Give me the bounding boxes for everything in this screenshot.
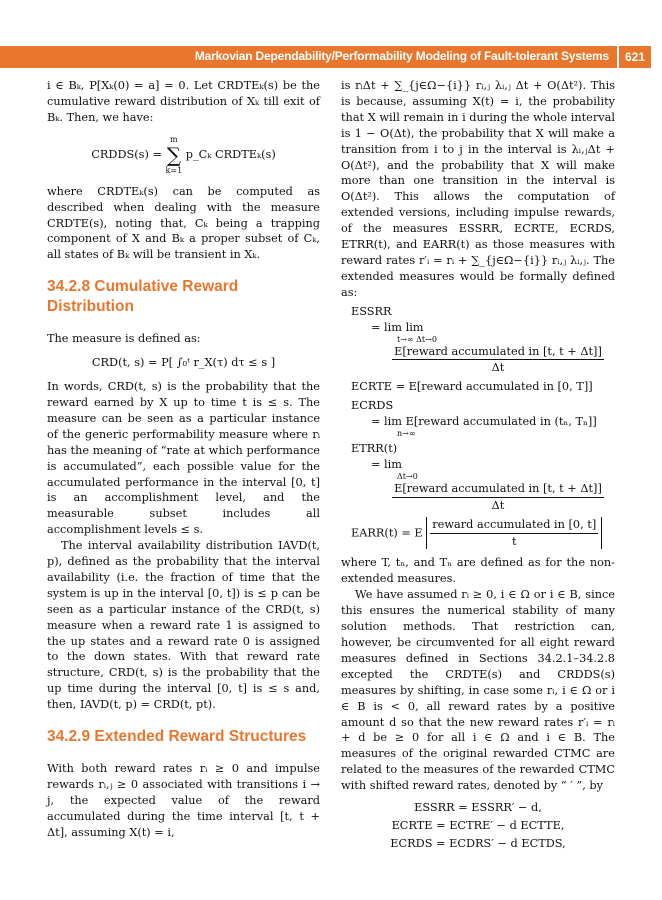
paragraph: The interval availability distribution IAVD(t, p), defined as the probability that the interval availability (i.e. the fraction of time that the system is up in the interval [0, t]) is ≤ p can be seen as a particular instance of the CRD(t, s) measure when a reward rate 1 is assigned to the up states and a reward rate 0 is assigned to the down states. With that reward rate structure, CRD(t, s) is the probability that the up time during the interval [0, t] is ≤ s and, then, IAVD(t, p) = CRD(t, pt).	[47, 539, 320, 712]
measure-earr: EARR(t) = E $\frac{\text{reward accumulated in [0, t]}}{t}$	[341, 517, 615, 550]
running-header-bar	[0, 46, 617, 68]
section-heading-34-2-8: 34.2.8 Cumulative Reward Distribution	[47, 278, 239, 316]
section-heading-34-2-9: 34.2.9 Extended Reward Structures	[47, 728, 307, 746]
paragraph: where T, tₙ, and Tₙ are defined as for the non-extended measures.	[341, 556, 615, 586]
paragraph: where CRDTEₖ(s) can be computed as described when dealing with the measure CRDTE(s), noting that, Cₖ being a trapping component of X and Bₖ a proper subset of Cₖ, all states of Bₖ will be transient in Xₖ.	[47, 184, 320, 262]
measure-essrr: ESSRR = lim lim t→∞ Δt→0 $\frac{\text{E[reward accumulated in [t, t + Δt]]}}{\Delta t}$	[351, 304, 602, 375]
paragraph: With both reward rates rᵢ ≥ 0 and impulse rewards rᵢ,ⱼ ≥ 0 associated with transitions i → j, the expected value of the reward accumulated during the time interval [t, t + Δt], assuming X(t) = i,	[47, 762, 320, 839]
equation-essrr: ESSRR = ESSRR′ − d,	[414, 801, 542, 815]
fraction: $\frac{\text{E[reward accumulated in [t, t + Δt]]}}{\Delta t}$	[394, 344, 602, 375]
running-title: Markovian Dependability/Performability Modeling of Fault-tolerant Systems	[194, 49, 609, 63]
fraction: $\frac{\text{E[reward accumulated in [t, t + Δt]]}}{\Delta t}$	[394, 481, 602, 512]
equation-crd: CRD(t, s) = P[ ∫₀ᵗ r_X(τ) dτ ≤ s ]	[91, 356, 276, 370]
paragraph: The measure is defined as:	[47, 332, 201, 346]
fraction: $\frac{\text{reward accumulated in [0, t]}}{t}$	[432, 517, 597, 548]
left-column	[47, 78, 320, 841]
bracket	[426, 517, 602, 550]
equation-crdds: CRDDS(s) = m ∑ k=1 p_Cₖ CRDTEₖ(s)	[91, 134, 276, 175]
right-column	[341, 78, 615, 854]
measure-ecrds: ECRDS = lim E[reward accumulated in (tₙ, Tₙ]] n→∞	[351, 399, 597, 439]
paragraph: In words, CRD(t, s) is the probability that the reward earned by X up to time t is ≤ s. The measure can be seen as a particular instance of the generic performability measure where rᵢ has the meaning of “rate at which performance is accumulated”, each possible value for the accumulated performance in the interval [0, t] is an accomplishment level, and the measurable subset includes all accomplishment levels ≤ s.	[47, 380, 320, 537]
paragraph: is rᵢΔt + ∑_{j∈Ω−{i}} rᵢ,ⱼ λᵢ,ⱼ Δt + O(Δt²). This is because, assuming X(t) = i, the probability that X will remain in i during the whole interval is 1 − O(Δt), the probability that X will make a transition from i to j in the interval is λᵢ,ⱼΔt + O(Δt²), and the probability that X will make more than one transition in the interval is O(Δt²). This allows the computation of extended versions, including impulse rewards, of the measures ESSRR, ECRTE, ECRDS, ETRR(t), and EARR(t) as those measures with reward rates r′ᵢ = rᵢ + ∑_{j∈Ω−{i}} rᵢ,ⱼ λᵢ,ⱼ. The extended measures would be formally defined as:	[341, 79, 615, 299]
measure-etrr: ETRR(t) = lim Δt→0 $\frac{\text{E[reward accumulated in [t, t + Δt]]}}{\Delta t}$	[351, 442, 602, 512]
measure-ecrte: ECRTE = E[reward accumulated in [0, T]]	[351, 380, 593, 394]
equation-ecrte: ECRTE = ECTRE′ − d ECTTE,	[391, 818, 565, 832]
sum-symbol: m ∑ k=1	[165, 134, 183, 175]
paragraph: We have assumed rᵢ ≥ 0, i ∈ Ω or i ∈ B, since this ensures the numerical stability of many solution methods. That restriction can, however, be circumvented for all eight reward measures defined in Sections 34.2.1–34.2.8 excepted the CRDTE(s) and CRDDS(s) measures by shifting, in case some rᵢ, i ∈ Ω or i ∈ B is < 0, all reward rates by a positive amount d so that the new reward rates r′ᵢ = rᵢ + d be ≥ 0 for all i ∈ Ω and i ∈ B. The measures of the original rewarded CTMC are related to the measures of the rewarded CTMC with shifted reward rates, denoted by “ ′ ”, by	[341, 588, 615, 793]
equation-ecrds: ECRDS = ECDRS′ − d ECTDS,	[390, 836, 566, 850]
paragraph: i ∈ Bₖ, P[Xₖ(0) = a] = 0. Let CRDTEₖ(s) be the cumulative reward distribution of Xₖ till exit of Bₖ. Then, we have:	[47, 79, 320, 124]
page-number: 621	[619, 46, 651, 68]
